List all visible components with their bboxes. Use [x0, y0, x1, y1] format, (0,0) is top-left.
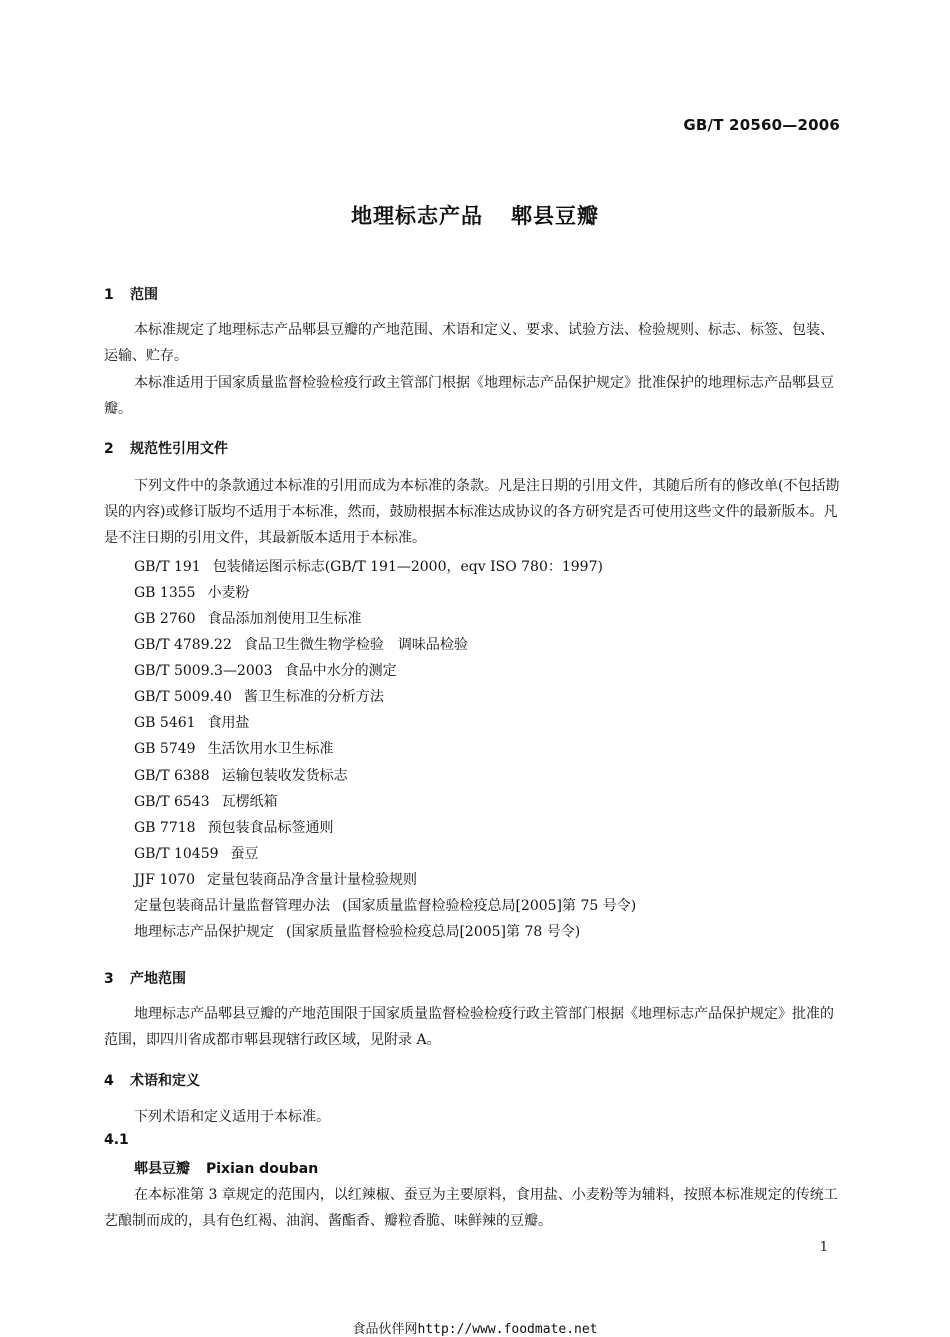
- reference-item: JJF 1070 定量包装商品净含量计量检验规则: [134, 872, 418, 888]
- page-number: 1: [819, 1240, 828, 1255]
- reference-item: GB/T 4789.22 食品卫生微生物学检验 调味品检验: [134, 637, 468, 653]
- page-title: [0, 200, 950, 230]
- term-line: [134, 1158, 318, 1178]
- reference-item: GB 2760 食品添加剂使用卫生标准: [134, 611, 362, 627]
- footer-watermark: 食品伙伴网http://www.foodmate.net: [352, 1322, 598, 1337]
- standard-code: GB/T 20560—2006: [683, 116, 840, 134]
- title-part-2: 郫县豆瓣: [511, 204, 599, 228]
- term-chinese: 郫县豆瓣: [134, 1161, 190, 1177]
- section-4-heading: 4 术语和定义: [104, 1073, 200, 1089]
- term-definition: 在本标准第 3 章规定的范围内，以红辣椒、蚕豆为主要原料，食用盐、小麦粉等为辅料，按照本标准规定的传统工艺酿制而成的，具有色红褐、油润、酱酯香、瓣粒香脆、味鲜辣的豆瓣。: [104, 1187, 838, 1229]
- title-part-1: 地理标志产品: [351, 204, 483, 228]
- section-1-paragraph-1: 本标准规定了地理标志产品郫县豆瓣的产地范围、术语和定义、要求、试验方法、检验规则、标志、标签、包装、运输、贮存。: [104, 322, 834, 364]
- reference-item: GB/T 5009.3—2003 食品中水分的测定: [134, 663, 397, 679]
- section-1-heading: 1 范围: [104, 287, 158, 303]
- reference-item: GB/T 6543 瓦楞纸箱: [134, 794, 278, 810]
- reference-item: GB/T 191 包装储运图示标志(GB/T 191—2000，eqv ISO 780：1997): [134, 559, 603, 575]
- section-2-paragraph-1: 下列文件中的条款通过本标准的引用而成为本标准的条款。凡是注日期的引用文件，其随后所有的修改单(不包括勘误的内容)或修订版均不适用于本标准，然而，鼓励根据本标准达成协议的各方研究是否可使用这些文件的最新版本。凡是不注日期的引用文件，其最新版本适用于本标准。: [104, 478, 840, 546]
- section-4-paragraph-1: 下列术语和定义适用于本标准。: [134, 1109, 330, 1125]
- reference-item: 地理标志产品保护规定 (国家质量监督检验检疫总局[2005]第 78 号令): [134, 924, 581, 940]
- term-english: Pixian douban: [206, 1161, 319, 1177]
- reference-item: GB 5749 生活饮用水卫生标准: [134, 741, 334, 757]
- reference-item: GB 5461 食用盐: [134, 715, 250, 731]
- reference-item: GB/T 6388 运输包装收发货标志: [134, 768, 348, 784]
- subsection-4-1-number: 4.1: [104, 1132, 129, 1148]
- reference-item: 定量包装商品计量监督管理办法 (国家质量监督检验检疫总局[2005]第 75 号令): [134, 898, 637, 914]
- section-3-heading: 3 产地范围: [104, 971, 186, 987]
- reference-item: GB/T 10459 蚕豆: [134, 846, 259, 862]
- section-3-paragraph-1: 地理标志产品郫县豆瓣的产地范围限于国家质量监督检验检疫行政主管部门根据《地理标志产品保护规定》批准的范围，即四川省成都市郫县现辖行政区域，见附录 A。: [104, 1006, 834, 1048]
- section-2-heading: 2 规范性引用文件: [104, 441, 228, 457]
- section-1-paragraph-2: 本标准适用于国家质量监督检验检疫行政主管部门根据《地理标志产品保护规定》批准保护的地理标志产品郫县豆瓣。: [104, 375, 834, 417]
- reference-item: GB 1355 小麦粉: [134, 585, 250, 601]
- reference-item: GB/T 5009.40 酱卫生标准的分析方法: [134, 689, 384, 705]
- reference-item: GB 7718 预包装食品标签通则: [134, 820, 334, 836]
